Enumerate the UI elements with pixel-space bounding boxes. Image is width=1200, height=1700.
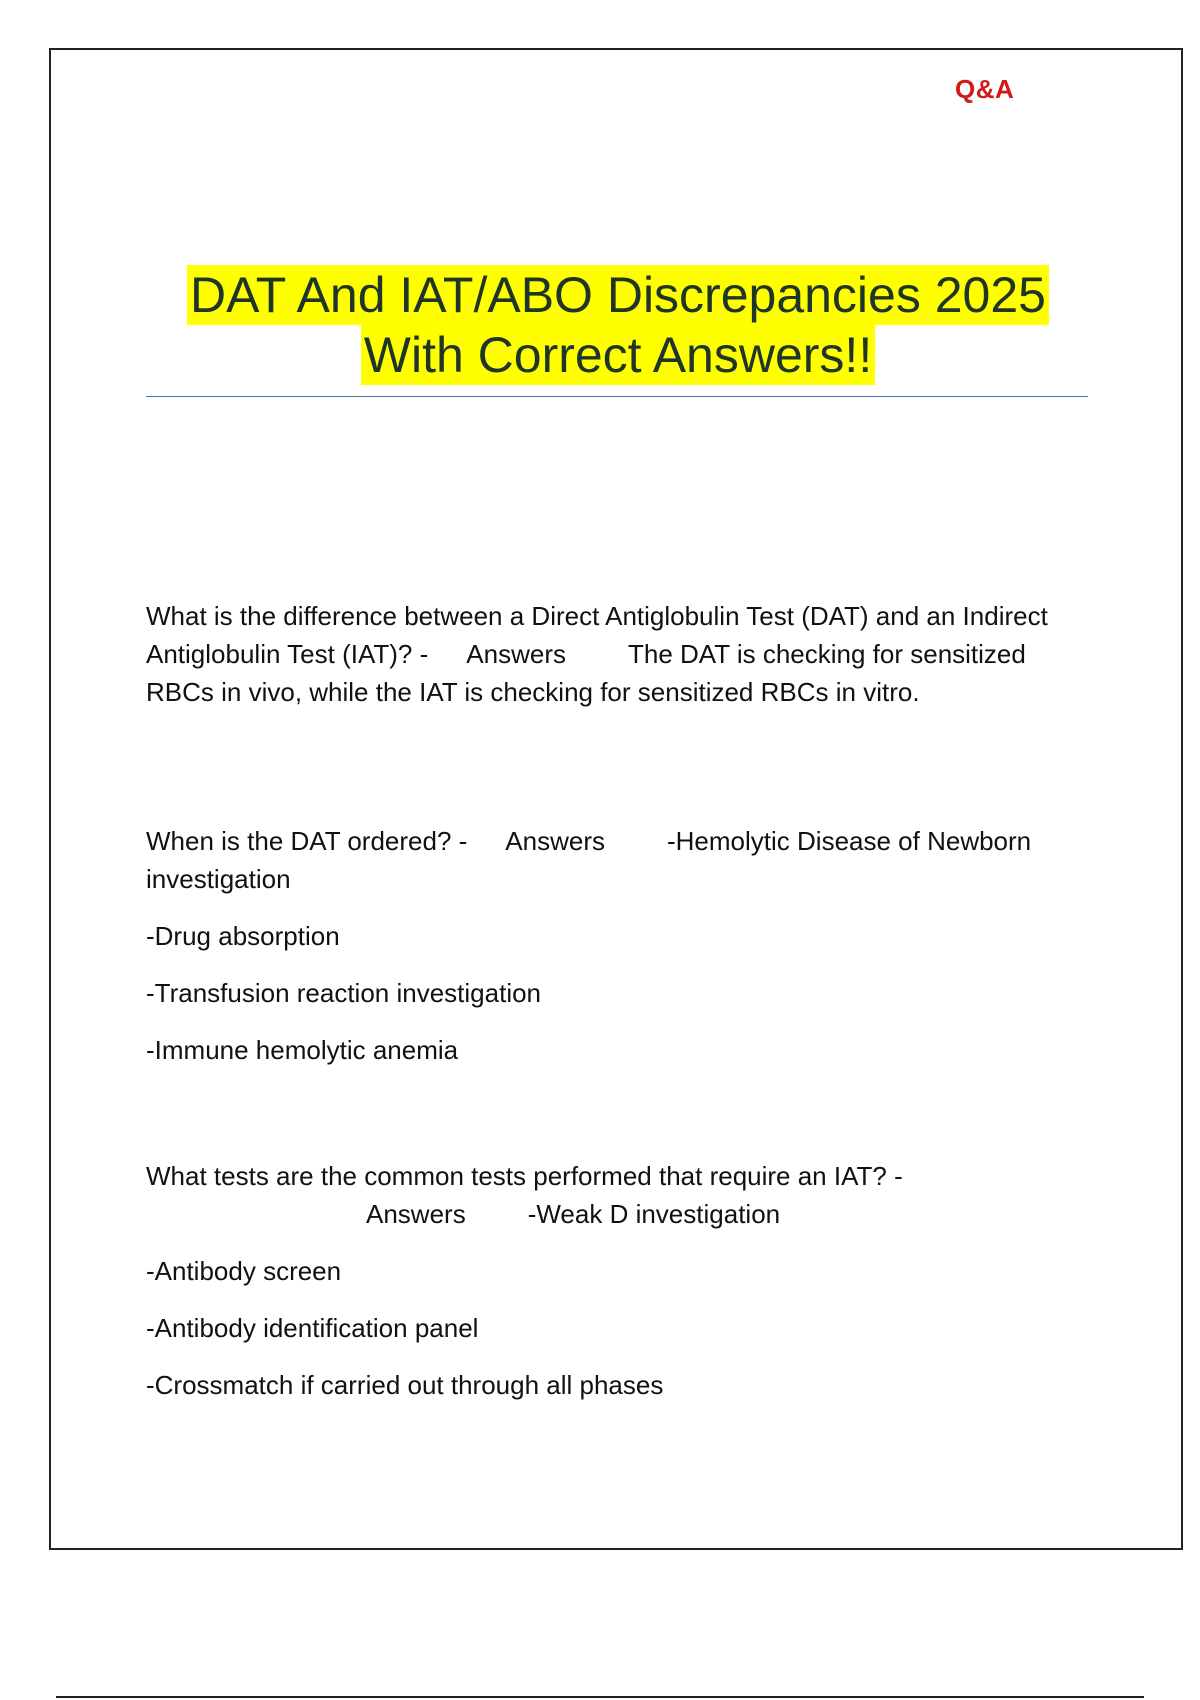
list-item: -Transfusion reaction investigation: [146, 978, 542, 1008]
title-divider: [146, 396, 1088, 397]
qa-paragraph: [146, 1157, 1086, 1233]
question-text: When is the DAT ordered? -: [146, 826, 468, 856]
list-item: -Antibody screen: [146, 1256, 342, 1286]
answer-text: The DAT is checking for sensitized RBCs in vivo, while the IAT is checking for sensitized RBCs in vitro.: [146, 639, 1026, 707]
qa-block-2: [146, 822, 1086, 1069]
qa-block-1: [146, 597, 1086, 711]
answer-text: -Weak D investigation: [527, 1199, 781, 1229]
list-item: -Immune hemolytic anemia: [146, 1035, 459, 1065]
title-line-2: With Correct Answers!!: [361, 325, 875, 385]
qa-paragraph: [146, 597, 1086, 711]
document-title: [146, 265, 1090, 385]
answer-label: Answers: [366, 1199, 466, 1229]
question-text: What is the difference between a Direct Antiglobulin Test (DAT) and an Indirect Antiglobulin Test (IAT)? -: [146, 601, 1048, 669]
question-text: What tests are the common tests performed that require an IAT? -: [146, 1161, 903, 1191]
list-item: -Crossmatch if carried out through all phases: [146, 1370, 664, 1400]
answer-label: Answers: [466, 639, 566, 669]
qa-block-3: [146, 1157, 1086, 1404]
title-line-1: DAT And IAT/ABO Discrepancies 2025: [187, 265, 1049, 325]
list-item: -Drug absorption: [146, 921, 340, 951]
answer-text: -Hemolytic Disease of Newborn investigation: [146, 826, 1032, 894]
list-item: -Antibody identification panel: [146, 1313, 479, 1343]
answer-label: Answers: [505, 826, 605, 856]
next-page-border: [56, 1696, 1144, 1698]
qa-paragraph: [146, 822, 1086, 898]
qa-badge: Q&A: [955, 74, 1015, 104]
